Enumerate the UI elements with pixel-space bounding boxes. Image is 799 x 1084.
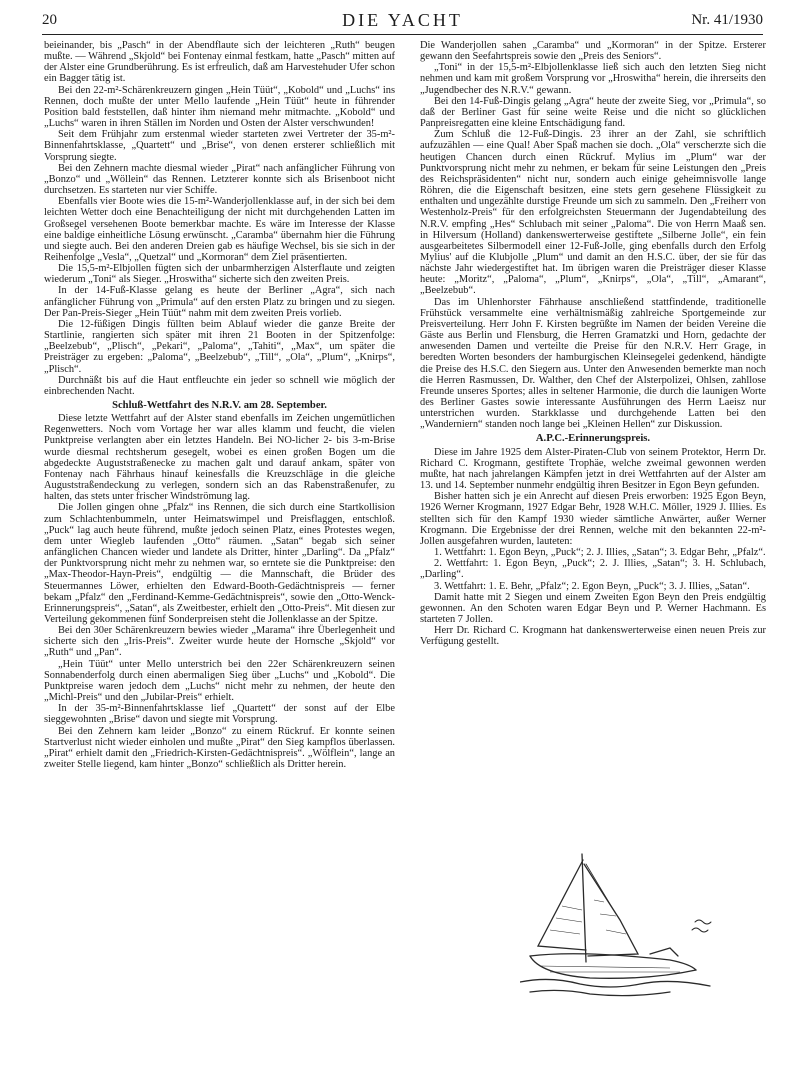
left-column xyxy=(44,40,395,770)
paragraph: Bei den Zehnern kam leider „Bonzo“ zu einem Rückruf. Er konnte seinen Startverlust nicht wieder einholen und mußte „Pirat“ den Sieg kampflos überlassen. „Pirat“ erhielt damit den „Friedrich-Kirsten-Gedächtnispreis“. „Wölflein“, lange an zweiter Stelle liegend, kam hinter „Bonzo“ schließlich als Dritter herein. xyxy=(44,725,395,770)
paragraph: Damit hatte mit 2 Siegen und einem Zweiten Egon Beyn den Preis endgültig gewonnen. An den Schoten waren Edgar Beyn und P. Werner Hachmann. Es starteten 7 Jollen. xyxy=(420,591,766,625)
right-column xyxy=(420,40,766,647)
paragraph: Zum Schluß die 12-Fuß-Dingis. 23 ihrer an der Zahl, sie schriftlich aufzuzählen — eine Qual! Aber Spaß machen sie doch. „Ola“ verscherzte sich die heutigen Chancen durch einen Rückruf. Mylius im „Plum“ war der Punktvorsprung nicht mehr zu nehmen, er bekam für seine Leistungen den „Preis des Reichspräsidenten“ nicht nur, sondern auch einige geheimnisvolle lange Röhren, die die Eigenschaft besitzen, eine stets gern gesehene Flüssigkeit zu enthalten und ungezählte durstige Freunde um sich zu sammeln. Den „Freiherr von Westenholz-Preis“ für den erfolgreichsten Steuermann der Jugendabteilung des N.R.V. empfing „Hes“ Schlubach mit seiner „Paloma“. Die von Herrn Maaß sen. in Hilversum (Holland) dankenswerterweise gestiftete „Silberne Jolle“, ein fein ausgearbeitetes Silbermodell einer 12-Fuß-Jolle, ging ebenfalls durch den Erfolg Mylius' auf die Klubjolle „Plum“ und damit an den H.S.C. über, der sie für das nächste Jahr wiedergestiftet hat. Im übrigen waren die Preisträger dieser Klasse heute: „Moritz“, „Paloma“, „Plum“, „Knirps“, „Ola“, „Till“, „Amarant“, „Beelzebub“. xyxy=(420,129,766,297)
section-heading: A.P.C.-Erinnerungspreis. xyxy=(535,433,651,445)
paragraph: Die 15,5-m²-Elbjollen fügten sich der unbarmherzigen Alsterflaute und zeigten wiederum „Toni“ als Sieger. „Hroswitha“ sicherte sich den zweiten Preis. xyxy=(44,263,395,286)
paragraph: In der 35-m²-Binnenfahrtsklasse lief „Quartett“ der sonst auf der Elbe sieggewohnten „Brise“ davon und siegte mit Vorsprung. xyxy=(44,703,395,726)
result-line: 1. Wettfahrt: 1. Egon Beyn, „Puck“; 2. J. Illies, „Satan“; 3. Edgar Behr, „Pfalz“. xyxy=(434,547,766,559)
paragraph: Bei den 30er Schärenkreuzern bewies wieder „Marama“ ihre Überlegenheit und sicherte sich den „Iris-Preis“. Zweiter wurde heute der Hornsche „Skjold“ vor „Ruth“ und „Pan“. xyxy=(44,625,395,659)
result-line: 3. Wettfahrt: 1. E. Behr, „Pfalz“; 2. Egon Beyn, „Puck“; 3. J. Illies, „Satan“. xyxy=(434,580,750,592)
paragraph: Die Wanderjollen sahen „Caramba“ und „Kormoran“ in der Spitze. Ersterer gewann den Seefahrtspreis sowie den „Preis des Seniors“. xyxy=(420,40,766,63)
page-number: 20 xyxy=(42,12,57,28)
section-heading: Schluß-Wettfahrt des N.R.V. am 28. September. xyxy=(112,400,327,411)
paragraph: Bei den 22-m²-Schärenkreuzern gingen „Hein Tüüt“, „Kobold“ und „Luchs“ ins Rennen, doch mußte der unter Mello laufende „Hein Tüüt“ heute in führender Position bald feststellen, daß hinter ihm niemand mehr mitmachte. „Kobold“ und „Luchs“ waren in ihren Ställen im Norden und Osten der Alster verschwunden! xyxy=(44,84,395,130)
paragraph: Bisher hatten sich je ein Anrecht auf diesen Preis erworben: 1925 Egon Beyn, 1926 Werner Krogmann, 1927 Edgar Behr, 1928 W.H.C. Möller, 1929 J. Illies. Es stellten sich für den Kampf 1930 wieder sämtliche Anwärter, außer Werner Krogmann. Die Ergebnisse der drei Rennen, welche mit den bekannten 22-m²-Jollen ausgefahren wurden, lauteten: xyxy=(420,491,766,547)
paragraph: „Hein Tüüt“ unter Mello unterstrich bei den 22er Schärenkreuzern seinen Sonnabenderfolg durch einen abermaligen Sieg über „Luchs“ und „Kobold“. Die Punktpreise waren jedoch dem „Luchs“ nicht mehr zu nehmen, der heute den „Michl-Preis“ und den „Jubilar-Preis“ erhielt. xyxy=(44,658,395,704)
paragraph: Ebenfalls vier Boote wies die 15-m²-Wanderjollenklasse auf, in der sich bei dem leichten Wetter doch eine Benachteiligung der nicht mit durchgehenden Latten im Großsegel versehenen Boote bemerkbar machte. Es wäre im Interesse der Klasse eine baldige einheitliche Lösung erwünscht. „Caramba“ übernahm hier die Führung und siegte auch. Bei den anderen Dreien gab es häufige Wechsel, bis sie sich in der Reihenfolge „Vesla“, „Quetzal“ und „Kormoran“ dem Ziel präsentierten. xyxy=(44,196,395,263)
paragraph: Die Jollen gingen ohne „Pfalz“ ins Rennen, die sich durch eine Startkollision zum Schlachtenbummeln, unter Heimatswimpel und Preisflaggen, entschloß. „Puck“ lag auch heute führend, mußte jedoch seinen Platz, eines Protestes wegen, dem unter Wiegleb laufenden „Otto“ räumen. „Satan“ begab sich seiner anfänglichen Chancen wieder und landete als Dritter, hinter „Darling“. Da „Pfalz“ der Punktvorsprung nicht mehr zu nehmen war, so erntete sie die Punktpreise: den „Max-Theodor-Hayn-Preis“, endgültig — die Mannschaft, die Brüder des Steuermannes Löwer, erhielten den Edward-Booth-Gedächtnispreis — ferner bekam „Pfalz“ den „Ferdinand-Kemme-Gedächtnispreis“, sowie den „Otto-Wenck-Erinnerungspreis“, „Satan“, als Zweitbester, erhielt den „Otto-Preis“. Mit diesen zur Verteilung gekommenen fünf Sonderpreisen steht die Jollenklasse an der Spitze. xyxy=(44,502,395,625)
paragraph: Seit dem Frühjahr zum erstenmal wieder starteten zwei Vertreter der 35-m²-Binnenfahrtsklasse, „Quartett“ und „Brise“, von denen ersterer schließlich mit Vorsprung siegte. xyxy=(44,129,395,163)
magazine-title: DIE YACHT xyxy=(342,10,463,30)
paragraph: Herr Dr. Richard C. Krogmann hat dankenswerterweise einen neuen Preis zur Verfügung gestellt. xyxy=(420,625,766,648)
paragraph: Die 12-füßigen Dingis füllten beim Ablauf wieder die ganze Breite der Startlinie, rangierten sich später mit ihren 21 Booten in der Spitzenfolge: „Beelzebub“, „Plisch“, „Pekari“, „Paloma“, „Tahiti“, „Max“, um später die Preisträger zu ergeben: „Paloma“, „Beelzebub“, „Till“, „Ola“, „Plum“, „Knirps“, „Plisch“. xyxy=(44,318,395,375)
page-header xyxy=(42,8,763,35)
paragraph: Durchnäßt bis auf die Haut entfleuchte ein jeder so schnell wie möglich der einbrechenden Nacht. xyxy=(44,374,395,397)
paragraph: Diese im Jahre 1925 dem Alster-Piraten-Club von seinem Protektor, Herrn Dr. Richard C. Krogmann, gestiftete Trophäe, welche zweimal gewonnen werden mußte, hat nach jahrelangen Kämpfen jetzt in drei Wettfahrten auf der Alster am 13. und 14. September nunmehr endgültig ihren Besitzer in Egon Beyn gefunden. xyxy=(420,446,766,492)
issue-number: Nr. 41/1930 xyxy=(691,12,763,28)
paragraph: „Toni“ in der 15,5-m²-Elbjollenklasse ließ sich auch den letzten Sieg nicht nehmen und kam mit großem Vorsprung vor „Hroswitha“ herein, die ihrerseits den „Jugendbecher des N.R.V.“ gewann. xyxy=(420,62,766,96)
paragraph: Bei den Zehnern machte diesmal wieder „Pirat“ nach anfänglicher Führung von „Bonzo“ und „Wöllein“ das Rennen. Letzterer konnte sich als Brisenboot nicht durchsetzen. Es starteten nur vier Schiffe. xyxy=(44,162,395,197)
sailboat-illustration xyxy=(520,850,730,1000)
paragraph: Bei den 14-Fuß-Dingis gelang „Agra“ heute der zweite Sieg, vor „Primula“, so daß der Berliner Gast für seine weite Reise und die nicht so glücklichen Panpreisregatten eine kleine Entschädigung fand. xyxy=(420,95,766,130)
result-line: 2. Wettfahrt: 1. Egon Beyn, „Puck“; 2. J. Illies, „Satan“; 3. H. Schlubach, „Darling“. xyxy=(420,558,766,581)
paragraph: Diese letzte Wettfahrt auf der Alster stand ebenfalls im Zeichen ungemütlichen Regenwetters. Noch vom Vortage her war alles klamm und feucht, die vielen Punktpreise verlangten aber ein letztes Handeln. Bei NO-licher 2- bis 3-m-Brise wurde diesmal rechtsherum gesegelt, wobei es einen großen Bogen um die abgedeckte Auguststraßenecke zu machen galt und darauf ankam, später von Fontenay nach Fährhaus hinauf keinesfalls die Kreuzschläge in die gleiche Auguststraßendeckung zu verlegen, sondern sich an das Rabenstraßenufer, zu halten, das stets unter frischer Windströmung lag. xyxy=(44,413,395,503)
paragraph: In der 14-Fuß-Klasse gelang es heute der Berliner „Agra“, sich nach anfänglicher Führung von „Primula“ auf den ersten Platz zu bringen und zu siegen. Der Pan-Preis-Sieger „Hein Tüüt“ nahm mit dem zweiten Preis vorlieb. xyxy=(44,285,395,319)
paragraph: Das im Uhlenhorster Fährhause anschließend stattfindende, traditionelle Frühstück versammelte eine verhältnismäßig zahlreiche Sportgemeinde zur Preisverteilung. Herr John F. Kirsten begrüßte im Namen der beiden Vereine die Gäste aus Berlin und Flensburg, die Herren Gramatzki und Horn, gedachte der anwesenden Damen und verteilte die Preise für den N.R.V. Herr Grage, in beredten Worten besonders der hamburgischen Kleinsegelei gedenkend, händigte die Preise des H.S.C. den Siegern aus. Unter den Anwesenden bemerkte man noch die Herren Rasmussen, Dr. Walther, den Chef der Alsterpolizei, Ohlsen, zahllose Freunde unseres Sportes; alles in seltener Harmonie, die durch die launigen Worte des Berliner Gastes sowie interessante Ausführungen des Herrn Laeisz nur unterstrichen wurden. Starkklasse und durchgehende Latten bei den „Wanderniern“ standen noch lange bei „Kleinen Hellen“ zur Diskussion. xyxy=(420,296,766,431)
paragraph: beieinander, bis „Pasch“ in der Abendflaute sich der leichteren „Ruth“ beugen mußte. — Während „Skjold“ bei Fontenay einmal festkam, hatte „Pasch“ mitten auf der Alster eine Grundberührung. Es ist erfreulich, daß am Harvestehuder Ufer schon ein Bagger tätig ist. xyxy=(44,40,395,85)
